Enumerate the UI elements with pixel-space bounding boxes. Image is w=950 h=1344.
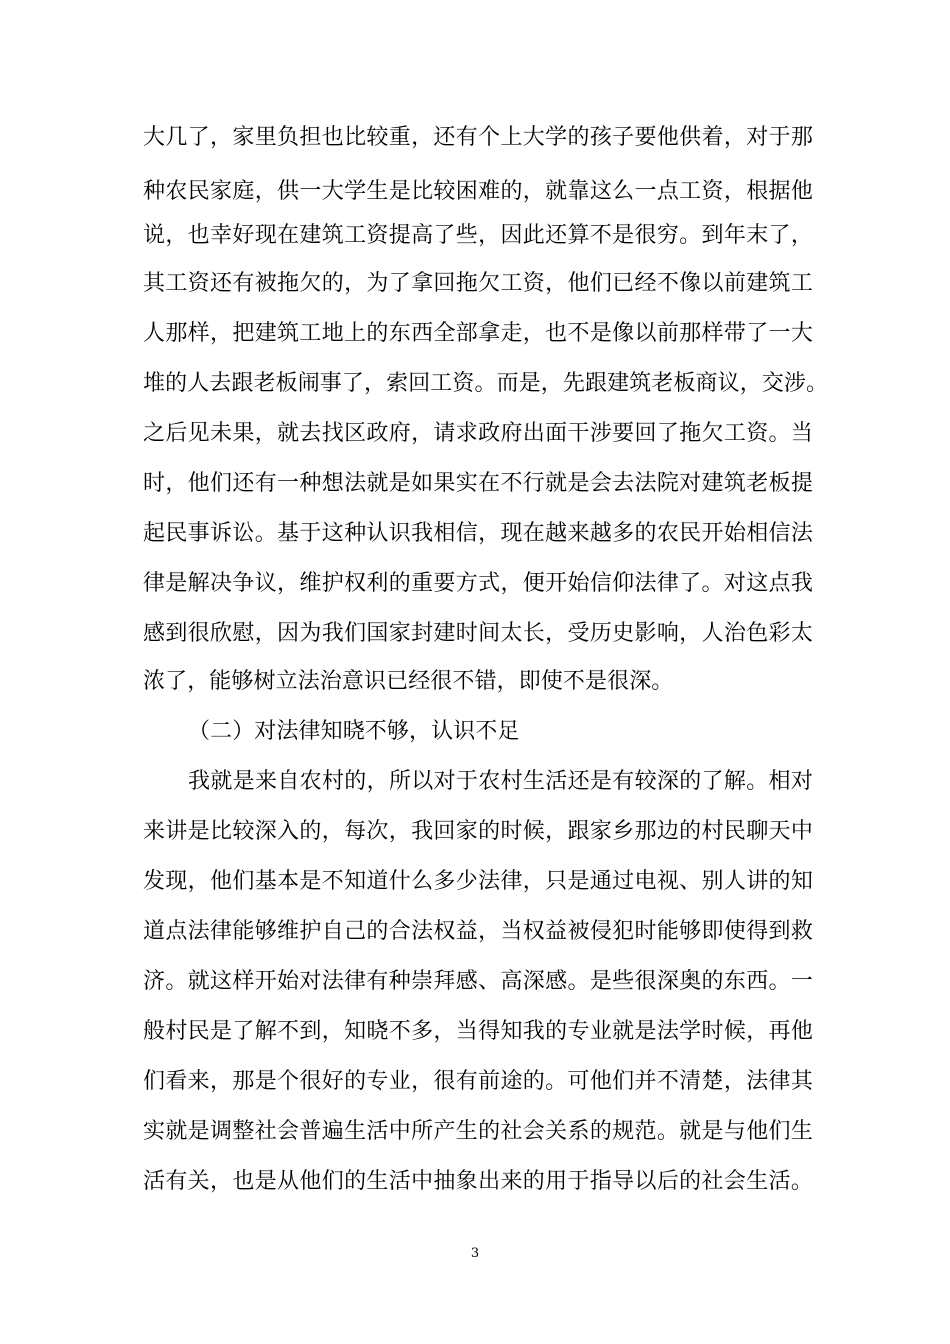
text-line-17: 道点法律能够维护自己的合法权益，当权益被侵犯时能够即使得到救 (143, 919, 813, 944)
text-line-20: 们看来，那是个很好的专业，很有前途的。可他们并不清楚，法律其 (143, 1069, 813, 1094)
text-line-7: 之后见未果，就去找区政府，请求政府出面干涉要回了拖欠工资。当 (143, 421, 813, 446)
text-line-21: 实就是调整社会普遍生活中所产生的社会关系的规范。就是与他们生 (143, 1119, 813, 1144)
text-line-4: 其工资还有被拖欠的，为了拿回拖欠工资，他们已经不像以前建筑工 (143, 271, 813, 296)
text-line-10: 律是解决争议，维护权利的重要方式，便开始信仰法律了。对这点我 (143, 571, 813, 596)
section-heading: （二）对法律知晓不够，认识不足 (188, 719, 520, 744)
text-line-5: 人那样，把建筑工地上的东西全部拿走，也不是像以前那样带了一大 (143, 321, 813, 346)
text-line-16: 发现，他们基本是不知道什么多少法律，只是通过电视、别人讲的知 (143, 869, 813, 894)
text-line-9: 起民事诉讼。基于这种认识我相信，现在越来越多的农民开始相信法 (143, 521, 813, 546)
text-line-1: 大几了，家里负担也比较重，还有个上大学的孩子要他供着，对于那 (143, 125, 813, 150)
text-line-11: 感到很欣慰，因为我们国家封建时间太长，受历史影响，人治色彩太 (143, 621, 813, 646)
text-line-6: 堆的人去跟老板闹事了，索回工资。而是，先跟建筑老板商议，交涉。 (143, 371, 829, 396)
text-line-15: 来讲是比较深入的，每次，我回家的时候，跟家乡那边的村民聊天中 (143, 819, 813, 844)
text-line-12: 浓了，能够树立法治意识已经很不错，即使不是很深。 (143, 669, 674, 694)
text-line-18: 济。就这样开始对法律有种崇拜感、高深感。是些很深奥的东西。一 (143, 969, 813, 994)
text-line-2: 种农民家庭，供一大学生是比较困难的，就靠这么一点工资，根据他 (143, 179, 813, 204)
text-line-14: 我就是来自农村的，所以对于农村生活还是有较深的了解。相对 (188, 769, 813, 794)
text-line-22: 活有关，也是从他们的生活中抽象出来的用于指导以后的社会生活。 (143, 1169, 813, 1194)
text-line-3: 说，也幸好现在建筑工资提高了些，因此还算不是很穷。到年末了， (143, 223, 813, 248)
text-line-19: 般村民是了解不到，知晓不多，当得知我的专业就是法学时候，再他 (143, 1019, 813, 1044)
page-number: 3 (470, 1246, 480, 1261)
text-line-8: 时，他们还有一种想法就是如果实在不行就是会去法院对建筑老板提 (143, 471, 813, 496)
